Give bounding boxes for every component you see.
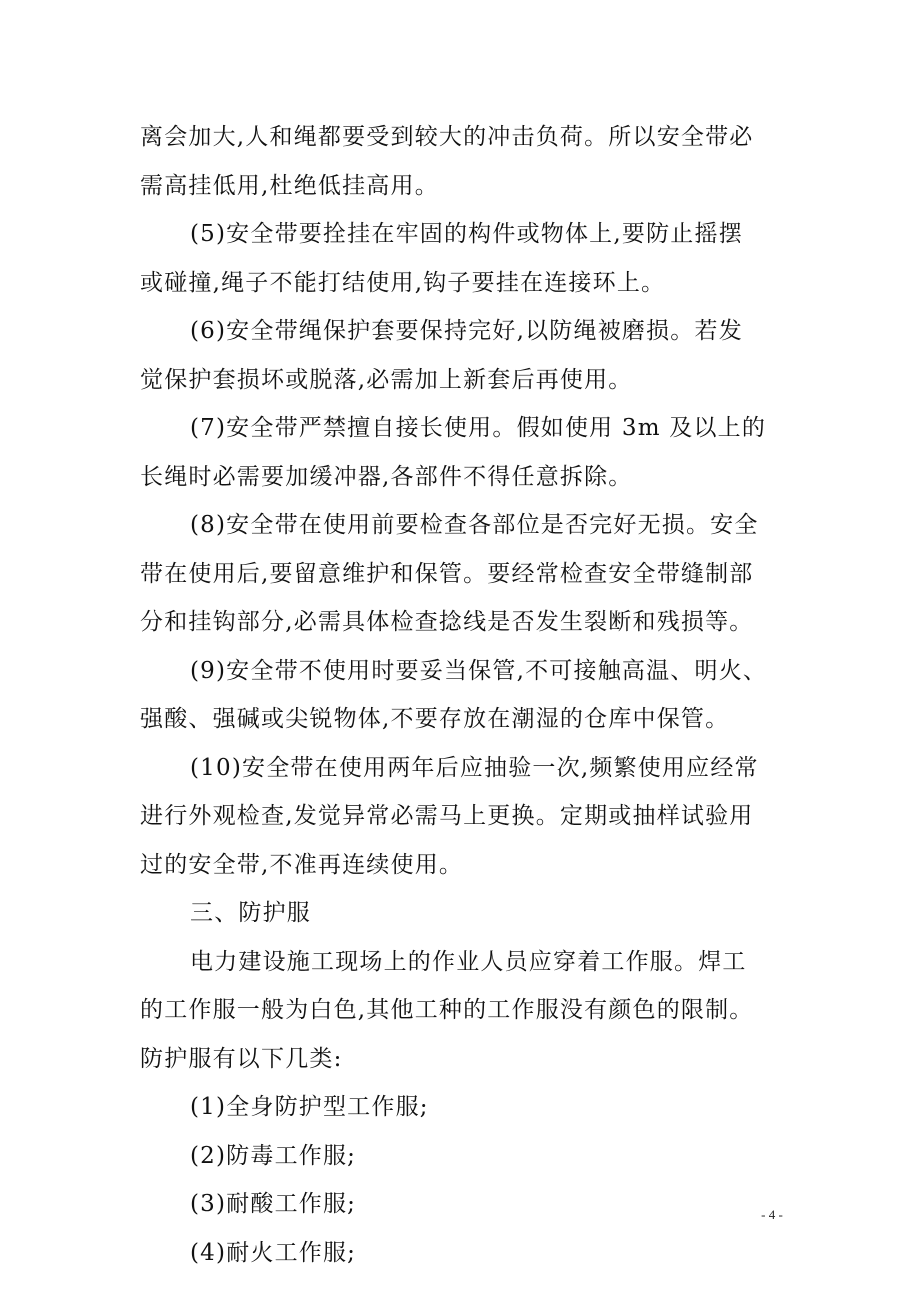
text-line: 长绳时必需要加缓冲器,各部件不得任意拆除。 <box>140 463 633 490</box>
text-line: (8)安全带在使用前要检查各部位是否完好无损。安全 <box>190 512 759 538</box>
text-line: (10)安全带在使用两年后应抽验一次,频繁使用应经常 <box>190 754 759 781</box>
text-line: (7)安全带严禁擅自接长使用。假如使用 3m 及以上的 <box>190 415 767 441</box>
text-line: 过的安全带,不准再连续使用。 <box>140 851 464 878</box>
text-line: 进行外观检查,发觉异常必需马上更换。定期或抽样试验用 <box>140 803 754 829</box>
text-line: 分和挂钩部分,必需具体检查捻线是否发生裂断和残损等。 <box>140 609 754 635</box>
text-line: 强酸、强碱或尖锐物体,不要存放在潮湿的仓库中保管。 <box>140 706 730 732</box>
text-line: 或碰撞,绳子不能打结使用,钩子要挂在连接环上。 <box>140 269 666 296</box>
text-line: 电力建设施工现场上的作业人员应穿着工作服。焊工 <box>190 948 747 975</box>
text-line: 的工作服一般为白色,其他工种的工作服没有颜色的限制。 <box>140 997 754 1023</box>
body-text <box>140 113 780 1277</box>
text-line: 带在使用后,要留意维护和保管。要经常检查安全带缝制部 <box>140 560 754 587</box>
page-number: - 4 - <box>761 1207 783 1222</box>
text-line: 需高挂低用,杜绝低挂高用。 <box>140 172 439 199</box>
text-line: 离会加大,人和绳都要受到较大的冲击负荷。所以安全带必 <box>140 124 754 150</box>
list-item: (3)耐酸工作服; <box>190 1191 357 1217</box>
text-line: (6)安全带绳保护套要保持完好,以防绳被磨损。若发 <box>190 318 743 344</box>
text-line: (5)安全带要拴挂在牢固的构件或物体上,要防止摇摆 <box>190 221 743 247</box>
text-line: 防护服有以下几类: <box>140 1045 343 1072</box>
list-item: (4)耐火工作服; <box>190 1239 357 1266</box>
list-item: (1)全身防护型工作服; <box>190 1094 429 1120</box>
text-line: 觉保护套损坏或脱落,必需加上新套后再使用。 <box>140 366 633 393</box>
text-line: (9)安全带不使用时要妥当保管,不可接触高温、明火、 <box>190 657 768 684</box>
section-heading: 三、防护服 <box>190 900 311 926</box>
list-item: (2)防毒工作服; <box>190 1142 357 1169</box>
